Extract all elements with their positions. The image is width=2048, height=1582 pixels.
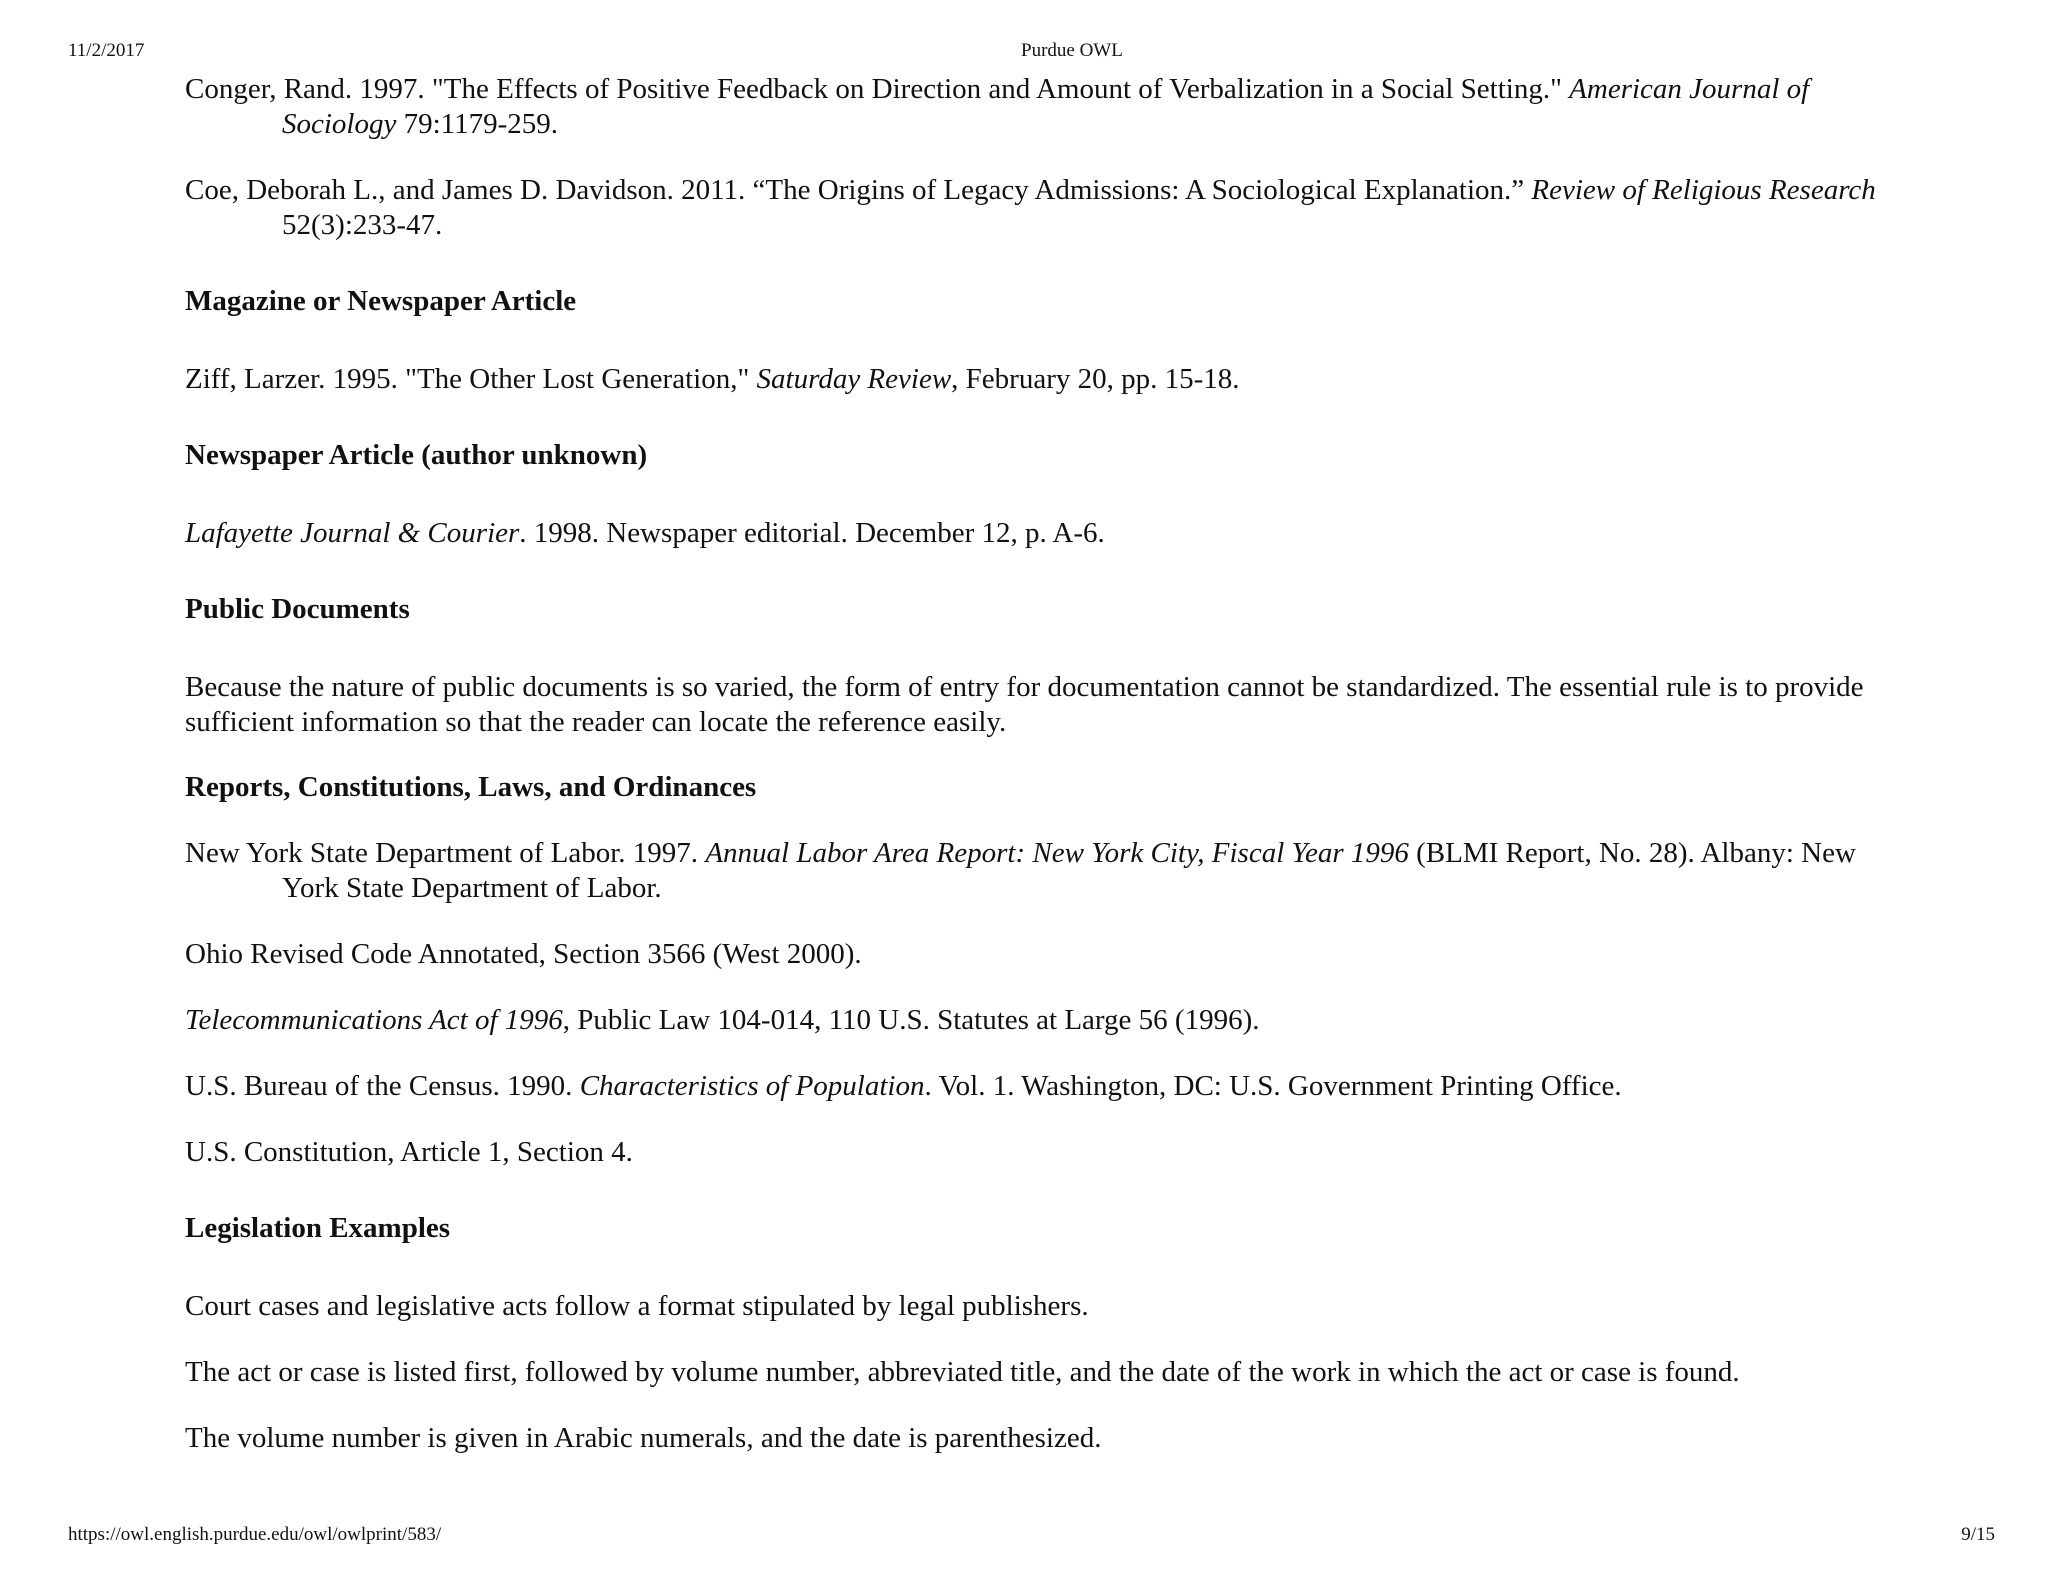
reference-text: Ziff, Larzer. 1995. "The Other Lost Generation,"	[185, 363, 757, 395]
reference-text: U.S. Constitution, Article 1, Section 4.	[185, 1136, 633, 1168]
journal-title: American Journal of Sociology	[282, 73, 1810, 140]
act-title: Telecommunications Act of 1996	[185, 1004, 563, 1036]
report-reference	[185, 937, 1885, 972]
reference-text: Coe, Deborah L., and James D. Davidson. 2011. “The Origins of Legacy Admissions: A Sociological Explanation.”	[185, 174, 1532, 206]
public-documents-paragraph: Because the nature of public documents is so varied, the form of entry for documentation cannot be standardized. The essential rule is to provide sufficient information so that the reader can locate the reference easily.	[185, 671, 1864, 738]
section-heading-public-documents: Public Documents	[185, 593, 410, 625]
newspaper-reference	[185, 516, 1885, 551]
page-number: 9/15	[1961, 1524, 1995, 1545]
report-reference	[185, 836, 1885, 906]
newspaper-title: Lafayette Journal & Courier	[185, 517, 520, 549]
section-heading-reports: Reports, Constitutions, Laws, and Ordinances	[185, 771, 757, 803]
print-date: 11/2/2017	[68, 40, 145, 61]
magazine-title: Saturday Review	[756, 363, 952, 395]
reference-text: 52(3):233-47.	[282, 209, 443, 241]
reference-text: . Vol. 1. Washington, DC: U.S. Government Printing Office.	[924, 1070, 1622, 1102]
legislation-paragraph: Court cases and legislative acts follow a format stipulated by legal publishers.	[185, 1290, 1089, 1322]
section-heading-magazine: Magazine or Newspaper Article	[185, 285, 577, 317]
reference-text: 79:1179-259.	[396, 108, 558, 140]
page-url-link[interactable]: https://owl.english.purdue.edu/owl/owlprint/583/	[68, 1524, 442, 1545]
reference-text: . 1998. Newspaper editorial. December 12, p. A-6.	[519, 517, 1105, 549]
document-body	[185, 72, 1885, 1456]
reference-text: U.S. Bureau of the Census. 1990.	[185, 1070, 580, 1102]
reference-text: New York State Department of Labor. 1997.	[185, 837, 706, 869]
report-reference	[185, 1135, 1885, 1170]
journal-title: Review of Religious Research	[1531, 174, 1876, 206]
journal-reference	[185, 72, 1885, 142]
report-reference	[185, 1069, 1885, 1104]
legislation-paragraph: The act or case is listed first, followed by volume number, abbreviated title, and the date of the work in which the act or case is found.	[185, 1356, 1740, 1388]
legislation-paragraph: The volume number is given in Arabic numerals, and the date is parenthesized.	[185, 1422, 1102, 1454]
report-title: Annual Labor Area Report: New York City, Fiscal Year 1996	[705, 837, 1409, 869]
reference-text: (BLMI Report, No. 28). Albany: New York State Department of Labor.	[282, 837, 1856, 904]
reference-text: , Public Law 104-014, 110 U.S. Statutes at Large 56 (1996).	[562, 1004, 1260, 1036]
section-heading-newspaper-unknown: Newspaper Article (author unknown)	[185, 439, 648, 471]
reference-text: , February 20, pp. 15-18.	[951, 363, 1240, 395]
journal-reference	[185, 173, 1885, 243]
reference-text: Ohio Revised Code Annotated, Section 3566 (West 2000).	[185, 938, 862, 970]
report-reference	[185, 1003, 1885, 1038]
magazine-reference	[185, 362, 1885, 397]
section-heading-legislation: Legislation Examples	[185, 1212, 451, 1244]
reference-text: Conger, Rand. 1997. "The Effects of Positive Feedback on Direction and Amount of Verbalization in a Social Setting."	[185, 73, 1570, 105]
page-header-title: Purdue OWL	[1021, 40, 1123, 61]
report-title: Characteristics of Population	[579, 1070, 925, 1102]
